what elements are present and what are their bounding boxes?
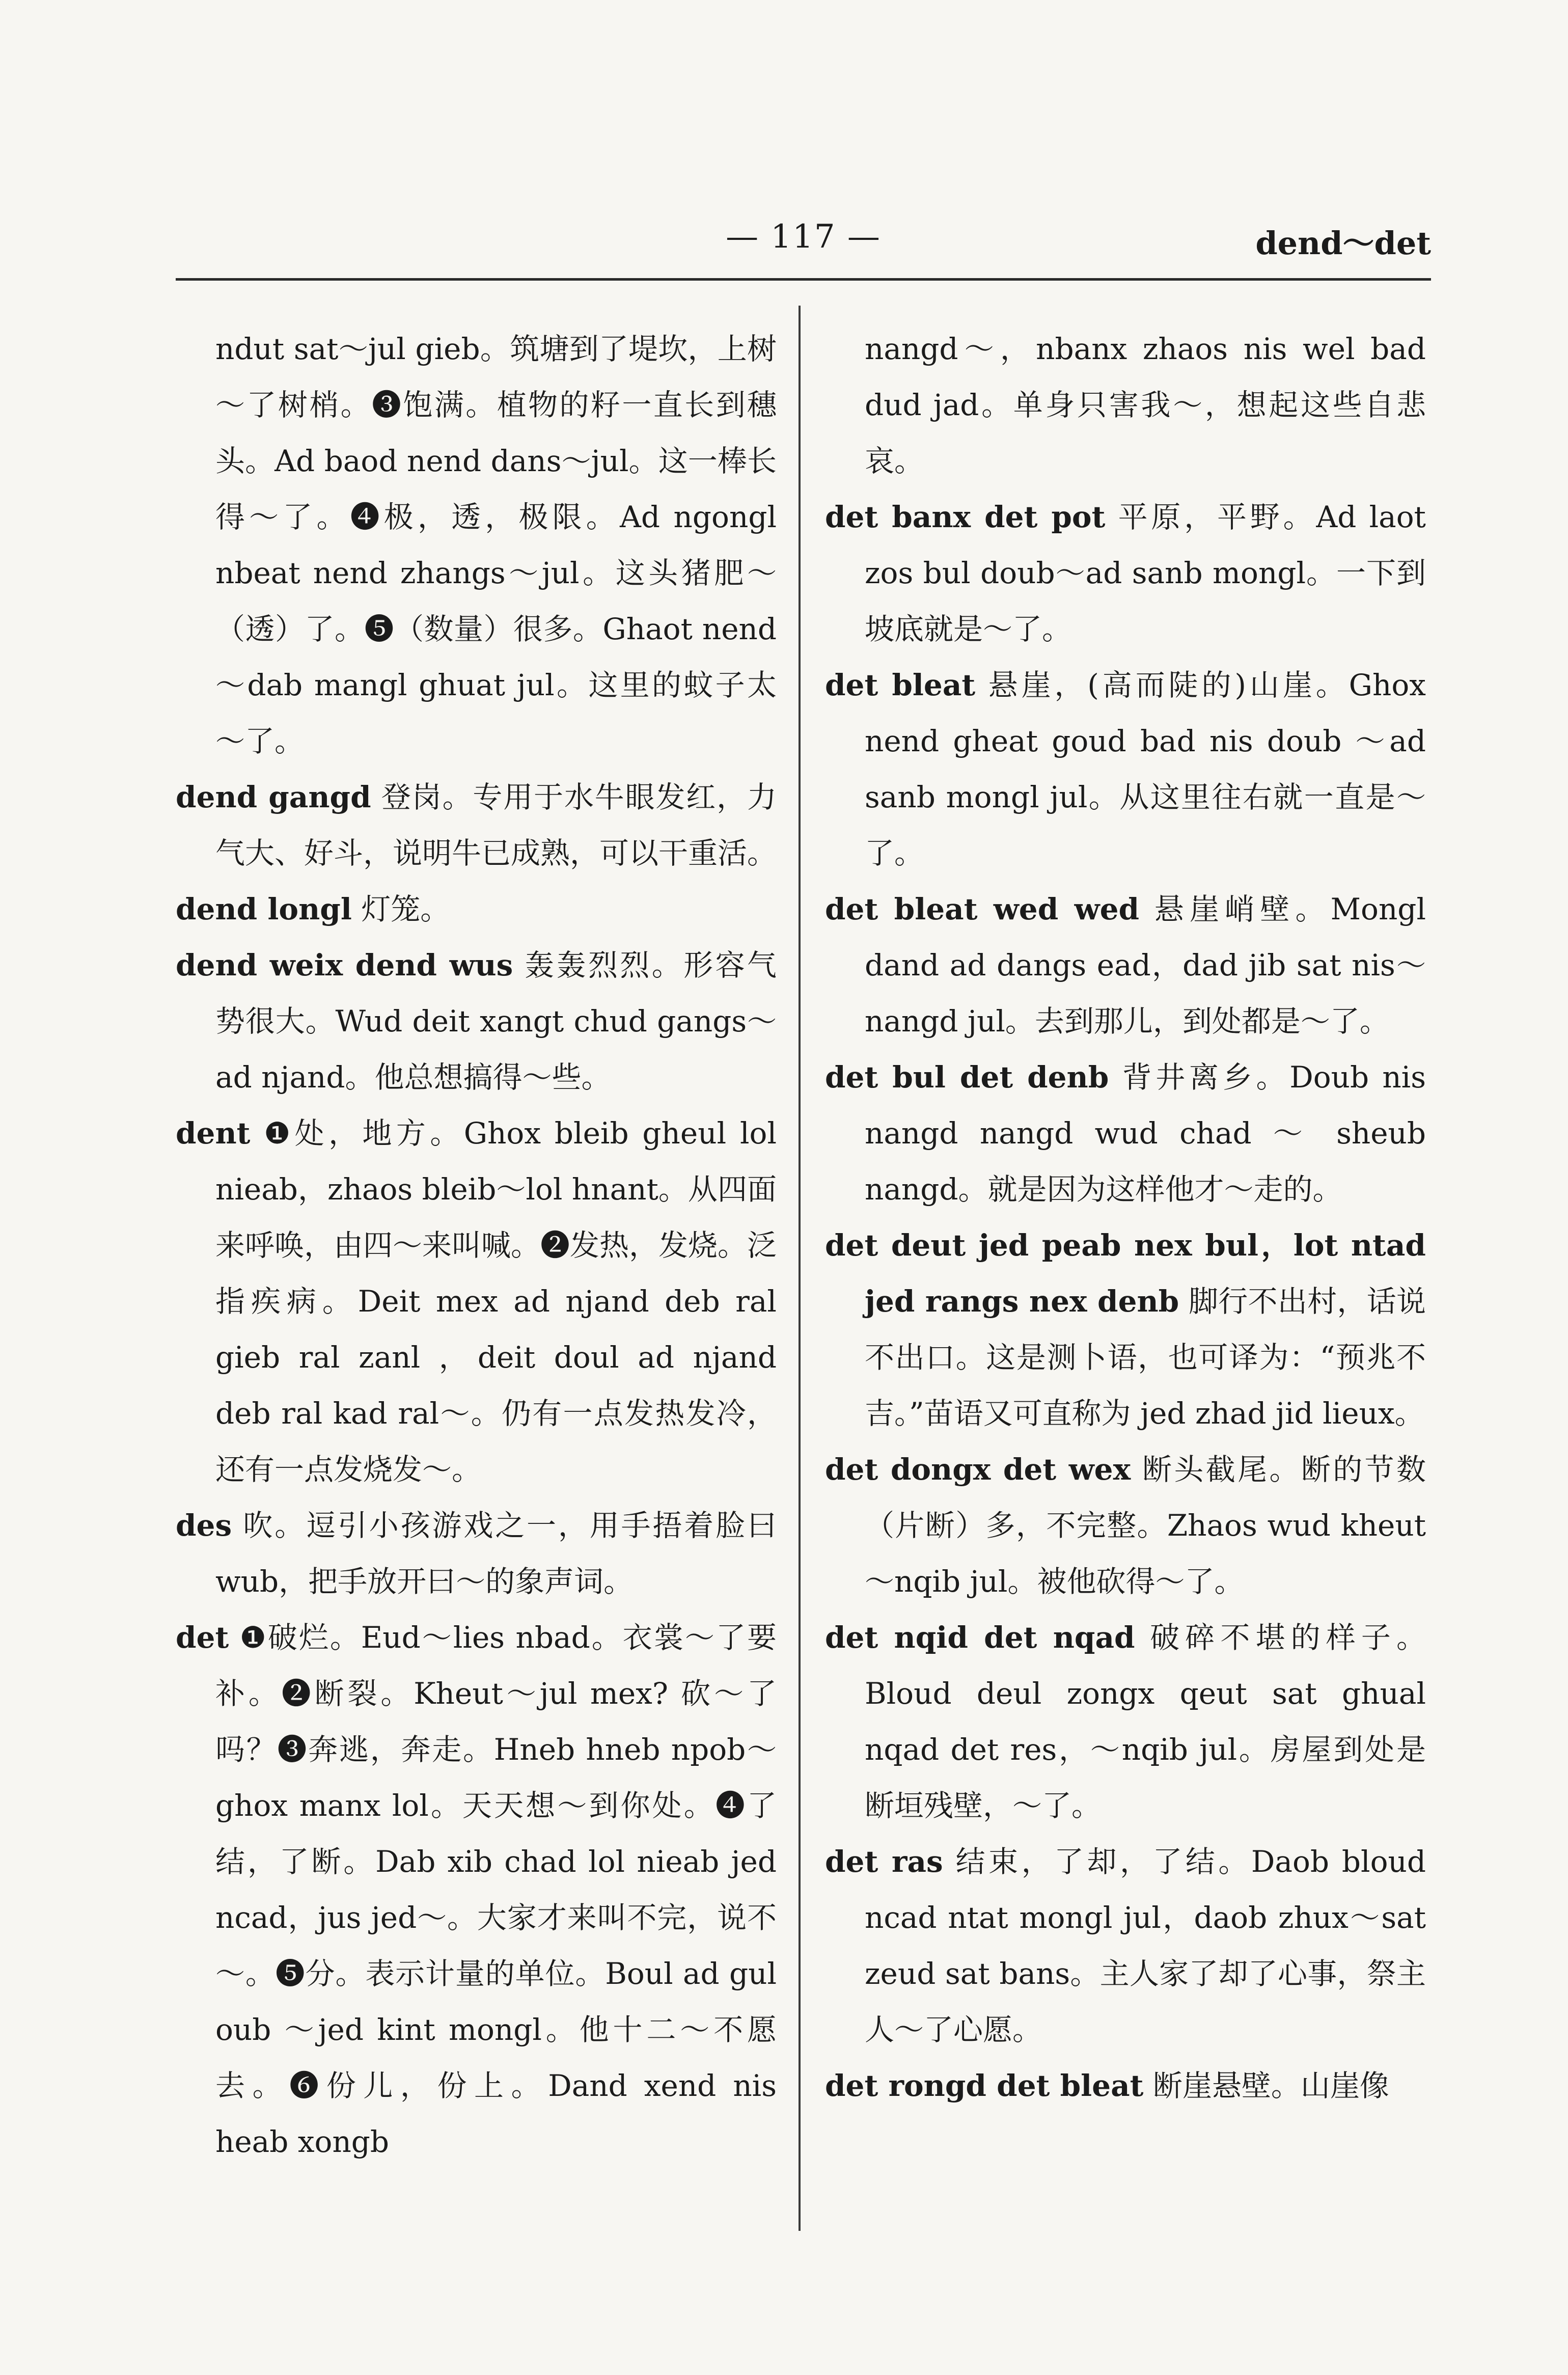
dictionary-entry: [825, 321, 1426, 489]
dictionary-entry: [825, 1441, 1426, 1609]
column-divider: [799, 306, 801, 2231]
entry-text: 背井离乡。Doub nis nangd nangd wud chad ～ sheub nangd。就是因为这样他才～走的。: [865, 1060, 1426, 1207]
entry-headword: det bleat: [825, 668, 976, 702]
entry-headword: dend longl: [176, 892, 352, 926]
entry-text: 灯笼。: [351, 892, 450, 926]
entry-text: 结束，了却，了结。Daob bloud ncad ntat mongl jul，daob zhux～sat zeud sat bans。主人家了却了心事，祭主人～了心愿。: [865, 1844, 1426, 2047]
entry-text: nangd～，nbanx zhaos nis wel bad dud jad。单身只害我～，想起这些自悲哀。: [865, 332, 1426, 478]
entry-text: 登岗。专用于水牛眼发红，力气大、好斗，说明牛已成熟，可以干重活。: [215, 780, 777, 870]
entry-text: ndut sat～jul gieb。筑塘到了堤坎，上树～了树梢。❸饱满。植物的籽一直长到穗头。Ad baod nend dans～jul。这一棒长得～了。❹极，透，极限。Ad ngongl nbeat nend zhangs～jul。这头猪肥～（透）了。❺（数量）很多。Ghaot nend～dab mangl ghuat jul。这里的蚊子太～了。: [215, 332, 777, 758]
entry-text: 悬崖，(高而陡的)山崖。Ghox nend gheat goud bad nis doub ～ad sanb mongl jul。从这里往右就一直是～了。: [865, 668, 1426, 870]
entry-headword: dent: [176, 1116, 251, 1151]
entry-text: 断崖悬壁。山崖像: [1143, 2068, 1389, 2103]
dictionary-entry: [825, 1834, 1426, 2058]
entry-headword: det bleat wed wed: [825, 892, 1140, 926]
entry-text: 破碎不堪的样子。Bloud deul zongx qeut sat ghual nqad det res，～nqib jul。房屋到处是断垣残壁，～了。: [865, 1620, 1426, 1823]
dictionary-entry: [825, 1217, 1426, 1441]
dictionary-entry: [825, 2058, 1426, 2114]
dictionary-entry: [825, 657, 1426, 881]
entry-headword: det ras: [825, 1844, 943, 1879]
entry-text: 平原，平野。Ad laot zos bul doub～ad sanb mongl。一下到坡底就是～了。: [865, 500, 1426, 646]
dictionary-entry: [825, 1609, 1426, 1834]
entry-text: 吹。逗引小孩游戏之一，用手捂着脸曰 wub，把手放开曰～的象声词。: [215, 1508, 777, 1599]
left-column: [176, 321, 777, 2170]
entry-text: ❶破烂。Eud～lies nbad。衣裳～了要补。❷断裂。Kheut～jul mex? 砍～了吗？❸奔逃，奔走。Hneb hneb npob～ghox manx lol。天天想～到你处。❹了结，了断。Dab xib chad lol nieab jed ncad，jus jed～。大家才来叫不完，说不～。❺分。表示计量的单位。Boul ad gul oub ～jed kint mongl。他十二～不愿去。❻份儿，份上。Dand xend nis heab xongb: [215, 1620, 777, 2159]
dictionary-entry: [825, 881, 1426, 1049]
header-rule: [176, 278, 1431, 281]
entry-headword: det: [176, 1620, 229, 1655]
dictionary-entry: [825, 1049, 1426, 1217]
dictionary-entry: [176, 1105, 777, 1497]
entry-headword: det deut jed peab nex bul，lot ntad jed rangs nex denb: [825, 1228, 1426, 1319]
entry-headword: des: [176, 1508, 232, 1543]
entry-text: 悬崖峭壁。Mongl dand ad dangs ead，dad jib sat nis～nangd jul。去到那儿，到处都是～了。: [865, 892, 1426, 1039]
page-header: [176, 214, 1431, 275]
dictionary-entry: [176, 937, 777, 1105]
entry-headword: det nqid det nqad: [825, 1620, 1135, 1655]
page-number: — 117 —: [726, 218, 881, 256]
entry-text: 轰轰烈烈。形容气势很大。Wud deit xangt chud gangs～ad njand。他总想搞得～些。: [215, 948, 777, 1095]
entry-headword: dend gangd: [176, 780, 371, 814]
entry-text: 断头截尾。断的节数（片断）多，不完整。Zhaos wud kheut～nqib jul。被他砍得～了。: [865, 1452, 1426, 1599]
dictionary-entry: [176, 1609, 777, 2170]
entry-headword: det bul det denb: [825, 1060, 1109, 1095]
entry-headword: dend weix dend wus: [176, 948, 513, 982]
entry-text: ❶处，地方。Ghox bleib gheul lol nieab，zhaos bleib～lol hnant。从四面来呼唤，由四～来叫喊。❷发热，发烧。泛指疾病。Deit mex ad njand deb ral gieb ral zanl ，deit doul ad njand deb ral kad ral～。仍有一点发热发冷，还有一点发烧发～。: [215, 1116, 777, 1487]
entry-text: 脚行不出村，话说不出口。这是测卜语，也可译为：“预兆不吉。”苗语又可直称为 jed zhad jid lieux。: [865, 1284, 1426, 1431]
entry-headword: det rongd det bleat: [825, 2068, 1144, 2103]
running-head: dend～det: [1255, 225, 1431, 262]
dictionary-entry: [176, 769, 777, 881]
dictionary-entry: [176, 881, 777, 937]
right-column: [825, 321, 1426, 2114]
entry-headword: det dongx det wex: [825, 1452, 1131, 1487]
entry-headword: det banx det pot: [825, 500, 1106, 534]
dictionary-entry: [176, 1497, 777, 1609]
dictionary-entry: [825, 489, 1426, 657]
dictionary-entry: [176, 321, 777, 769]
